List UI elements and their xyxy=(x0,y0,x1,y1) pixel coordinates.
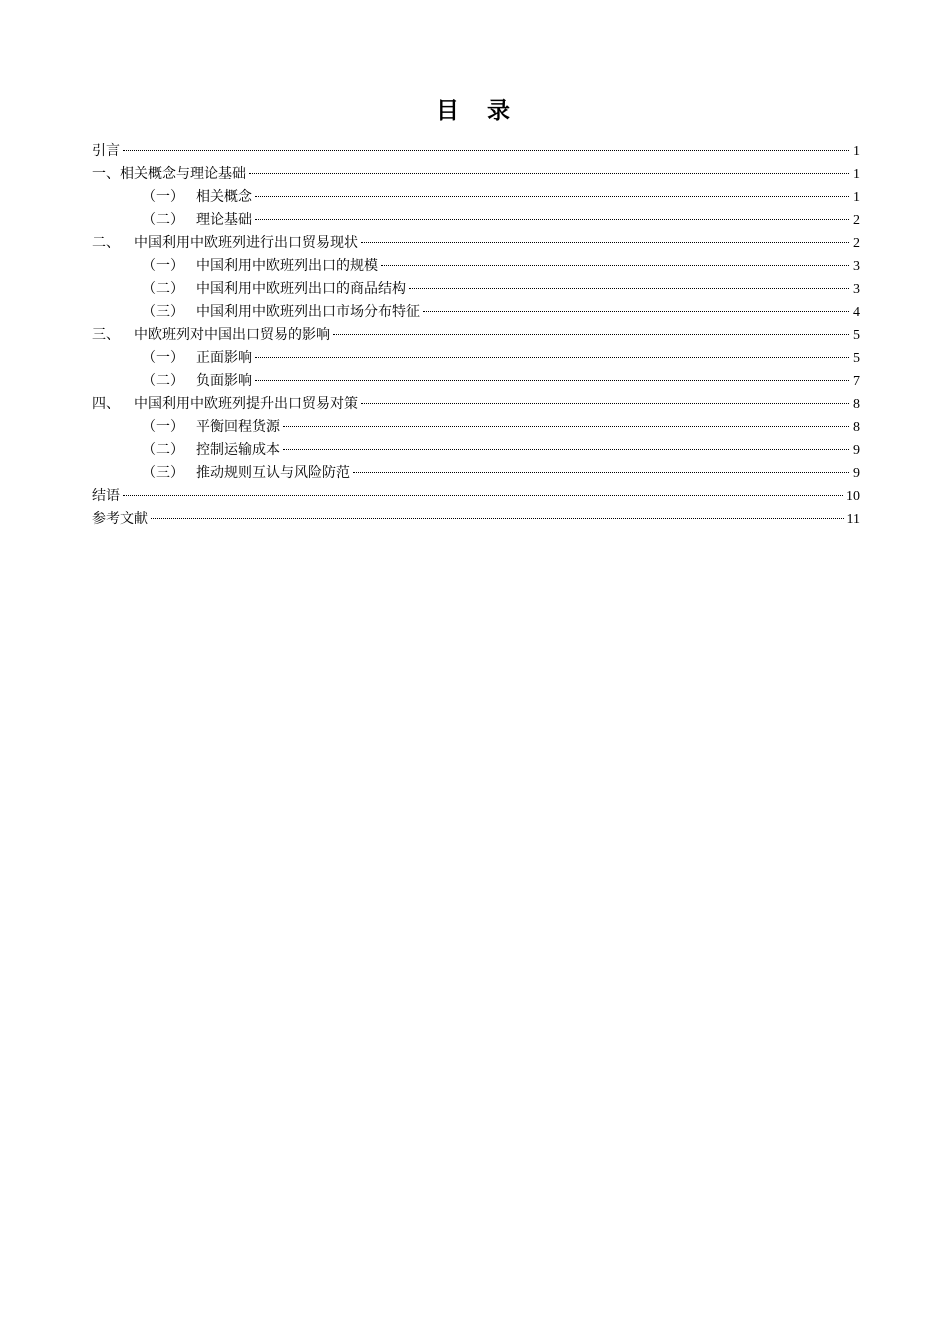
toc-entry-title: 理论基础 xyxy=(196,212,252,228)
toc-page-number: 5 xyxy=(853,351,860,366)
toc-leader-dots xyxy=(249,173,849,174)
toc-page-number: 8 xyxy=(853,397,860,412)
toc-entry-number: （二） xyxy=(142,281,184,297)
toc-entry-number: （一） xyxy=(142,258,184,274)
toc-leader-dots xyxy=(123,495,843,496)
toc-entry-title: 推动规则互认与风险防范 xyxy=(196,465,350,481)
toc-leader-dots xyxy=(151,518,844,519)
toc-entry-number: 二、 xyxy=(92,235,120,251)
toc-entry[interactable] xyxy=(92,347,860,370)
toc-leader-dots xyxy=(361,403,849,404)
toc-entry-title: 中国利用中欧班列出口市场分布特征 xyxy=(196,304,420,320)
toc-entry[interactable] xyxy=(92,278,860,301)
toc-entry[interactable] xyxy=(92,485,860,508)
toc-page-number: 9 xyxy=(853,466,860,481)
toc-page-number: 9 xyxy=(853,443,860,458)
toc-page-number: 11 xyxy=(846,512,860,527)
toc-page-number: 3 xyxy=(853,282,860,297)
toc-entry-title: 负面影响 xyxy=(196,373,252,389)
toc-page-number: 5 xyxy=(853,328,860,343)
toc-entry[interactable] xyxy=(92,301,860,324)
toc-entry-title: 中欧班列对中国出口贸易的影响 xyxy=(134,327,330,343)
toc-entry-number: （一） xyxy=(142,189,184,205)
toc-leader-dots xyxy=(255,357,849,358)
toc-entry[interactable] xyxy=(92,186,860,209)
toc-entry-number: （二） xyxy=(142,442,184,458)
toc-entry-title: 参考文献 xyxy=(92,511,148,527)
toc-entry-number: 一、 xyxy=(92,166,120,182)
toc-page-number: 1 xyxy=(853,167,860,182)
toc-entry-number: （三） xyxy=(142,465,184,481)
toc-entry-title: 控制运输成本 xyxy=(196,442,280,458)
toc-page-number: 8 xyxy=(853,420,860,435)
toc-entry[interactable] xyxy=(92,324,860,347)
toc-leader-dots xyxy=(333,334,849,335)
toc-entry-title: 结语 xyxy=(92,488,120,504)
toc-entry[interactable] xyxy=(92,462,860,485)
toc-entry-title: 中国利用中欧班列进行出口贸易现状 xyxy=(134,235,358,251)
toc-entry[interactable] xyxy=(92,232,860,255)
toc-entry-number: （一） xyxy=(142,350,184,366)
toc-page-number: 1 xyxy=(853,144,860,159)
toc-entry[interactable] xyxy=(92,416,860,439)
toc-entry-title: 中国利用中欧班列提升出口贸易对策 xyxy=(134,396,358,412)
toc-leader-dots xyxy=(255,219,849,220)
toc-leader-dots xyxy=(123,150,849,151)
toc-entry-title: 引言 xyxy=(92,143,120,159)
toc-leader-dots xyxy=(381,265,849,266)
toc-entry-number: 四、 xyxy=(92,396,120,412)
toc-leader-dots xyxy=(255,196,849,197)
toc-leader-dots xyxy=(423,311,849,312)
toc-entry-title: 相关概念与理论基础 xyxy=(120,166,246,182)
toc-entry[interactable] xyxy=(92,255,860,278)
toc-entry[interactable] xyxy=(92,209,860,232)
toc-entry-title: 平衡回程货源 xyxy=(196,419,280,435)
toc-entry-title: 相关概念 xyxy=(196,189,252,205)
toc-entry[interactable] xyxy=(92,508,860,531)
toc-leader-dots xyxy=(361,242,849,243)
toc-entry-title: 正面影响 xyxy=(196,350,252,366)
toc-entry[interactable] xyxy=(92,439,860,462)
toc-entry[interactable] xyxy=(92,393,860,416)
toc-leader-dots xyxy=(409,288,849,289)
toc-page-number: 3 xyxy=(853,259,860,274)
toc-page-number: 2 xyxy=(853,236,860,251)
toc-entry-number: （三） xyxy=(142,304,184,320)
toc-page-number: 10 xyxy=(846,489,860,504)
page-title: 目 录 xyxy=(435,98,520,124)
toc-page-number: 7 xyxy=(853,374,860,389)
toc-leader-dots xyxy=(283,426,849,427)
toc-page-number: 4 xyxy=(853,305,860,320)
toc-entry-number: （二） xyxy=(142,373,184,389)
toc-leader-dots xyxy=(353,472,849,473)
toc-entry[interactable] xyxy=(92,163,860,186)
toc-entry-number: 三、 xyxy=(92,327,120,343)
table-of-contents xyxy=(92,140,860,531)
toc-page-number: 1 xyxy=(853,190,860,205)
toc-entry-number: （二） xyxy=(142,212,184,228)
toc-entry[interactable] xyxy=(92,370,860,393)
toc-leader-dots xyxy=(283,449,849,450)
toc-leader-dots xyxy=(255,380,849,381)
toc-entry-number: （一） xyxy=(142,419,184,435)
toc-entry[interactable] xyxy=(92,140,860,163)
toc-entry-title: 中国利用中欧班列出口的商品结构 xyxy=(196,281,406,297)
toc-page-number: 2 xyxy=(853,213,860,228)
toc-entry-title: 中国利用中欧班列出口的规模 xyxy=(196,258,378,274)
